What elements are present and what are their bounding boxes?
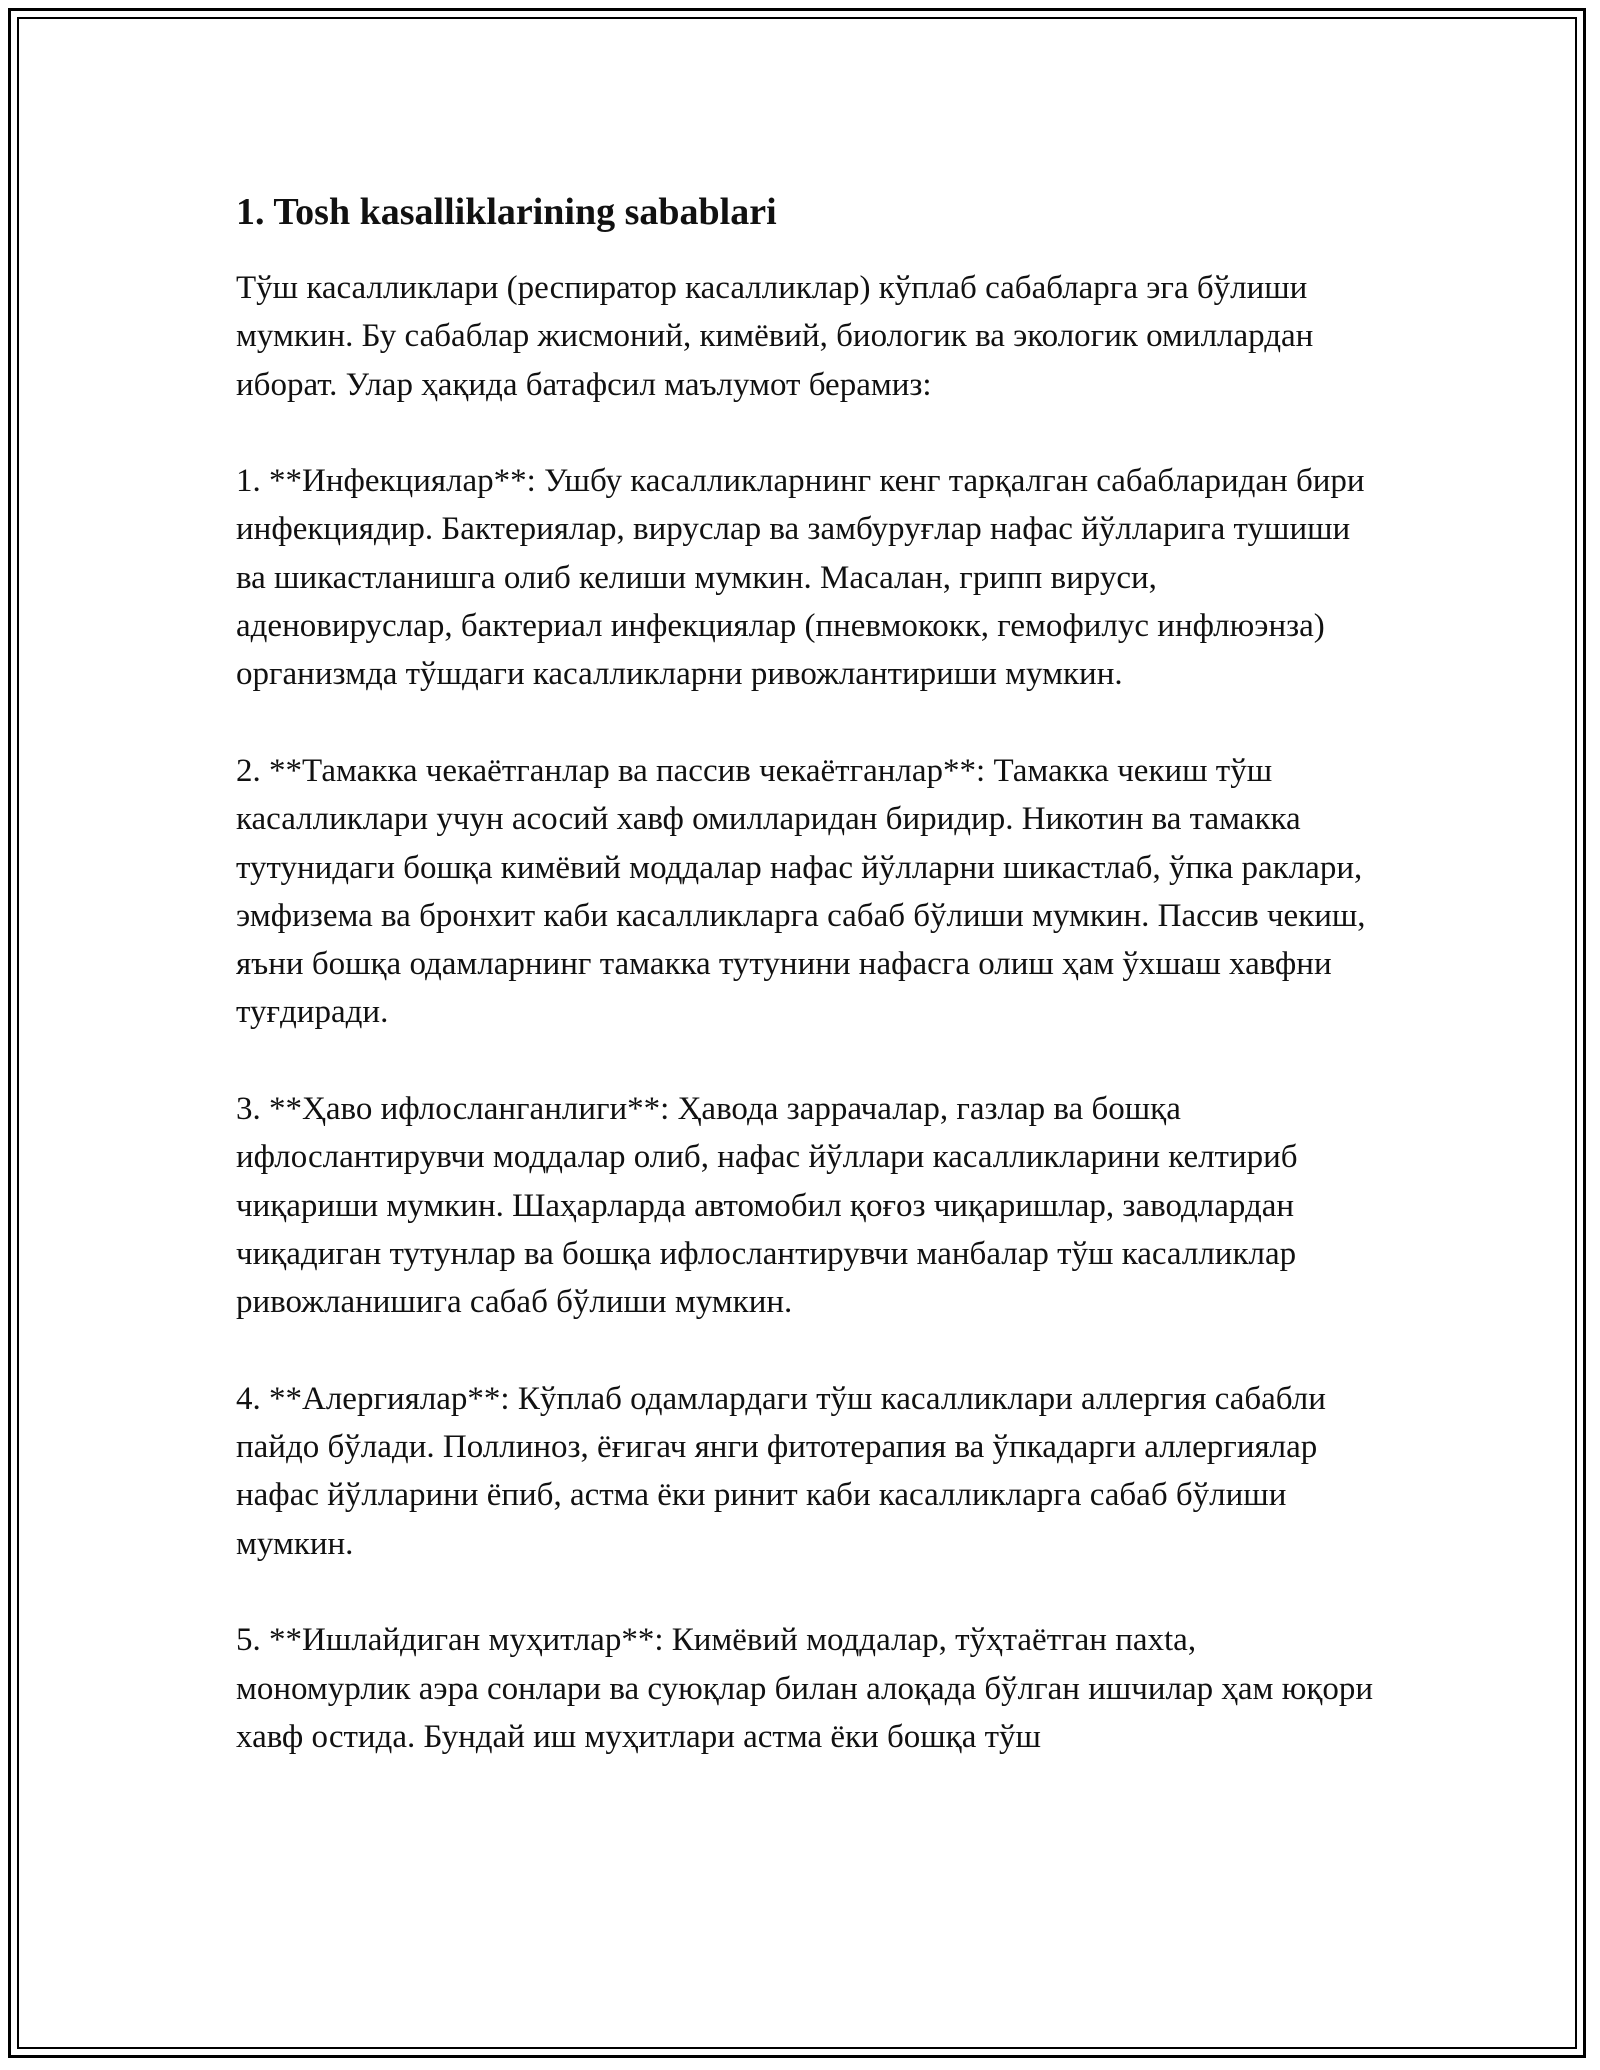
paragraph-infections: 1. **Инфекциялар**: Ушбу касалликларнинг кенг тарқалган сабабларидан бири инфекциядир. Бактериялар, вируслар ва замбуруғлар нафас йўлларига тушиши ва шикастланишга олиб келиши мумкин. Масалан, грипп вируси, аденовируслар, бактериал инфекциялар (пневмококк, гемофилус инфлюэнза) организмда тўшдаги касалликларни ривожлантириши мумкин. <box>236 463 1365 693</box>
paragraph-work-environment: 5. **Ишлайдиган муҳитлар**: Кимёвий моддалар, тўҳтаётган пахtа, мономурлик аэра сонлари ва суюқлар билан алоқада бўлган ишчилар ҳам юқори хавф остида. Бундай иш муҳитлари астма ёки бошқа тўш <box>236 1622 1374 1755</box>
document-title: 1. Tosh kasalliklarining sabablari <box>236 191 777 233</box>
paragraph-air-pollution: 3. **Ҳаво ифлосланганлиги**: Ҳавода заррачалар, газлар ва бошқа ифлослантирувчи моддалар олиб, нафас йўллари касалликларини келтириб чиқариши мумкин. Шаҳарларда автомобил қоғоз чиқаришлар, заводлардан чиқадиган тутунлар ва бошқа ифлослантирувчи манбалар тўш касалликлар ривожланишига сабаб бўлиши мумкин. <box>236 1091 1298 1321</box>
intro-paragraph: Тўш касалликлари (респиратор касалликлар) кўплаб сабабларга эга бўлиши мумкин. Бу сабаблар жисмоний, кимёвий, биологик ва экологик омиллардан иборат. Улар ҳақида батафсил маълумот берамиз: <box>236 270 1314 403</box>
document-body <box>236 184 1376 1761</box>
paragraph-smoking: 2. **Тамакка чекаётганлар ва пассив чекаётганлар**: Тамакка чекиш тўш касалликлари учун асосий хавф омилларидан биридир. Никотин ва тамакка тутунидаги бошқа кимёвий моддалар нафас йўлларни шикастлаб, ўпка раклари, эмфизема ва бронхит каби касалликларга сабаб бўлиши мумкин. Пассив чекиш, яъни бошқа одамларнинг тамакка тутунини нафасга олиш ҳам ўхшаш хавфни туғдиради. <box>236 752 1366 1031</box>
paragraph-allergies: 4. **Алергиялар**: Кўплаб одамлардаги тўш касалликлари аллергия сабабли пайдо бўлади. Поллиноз, ёғигач янги фитотерапия ва ўпкадарги аллергиялар нафас йўлларини ёпиб, астма ёки ринит каби касалликларга сабаб бўлиши мумкин. <box>236 1380 1326 1562</box>
